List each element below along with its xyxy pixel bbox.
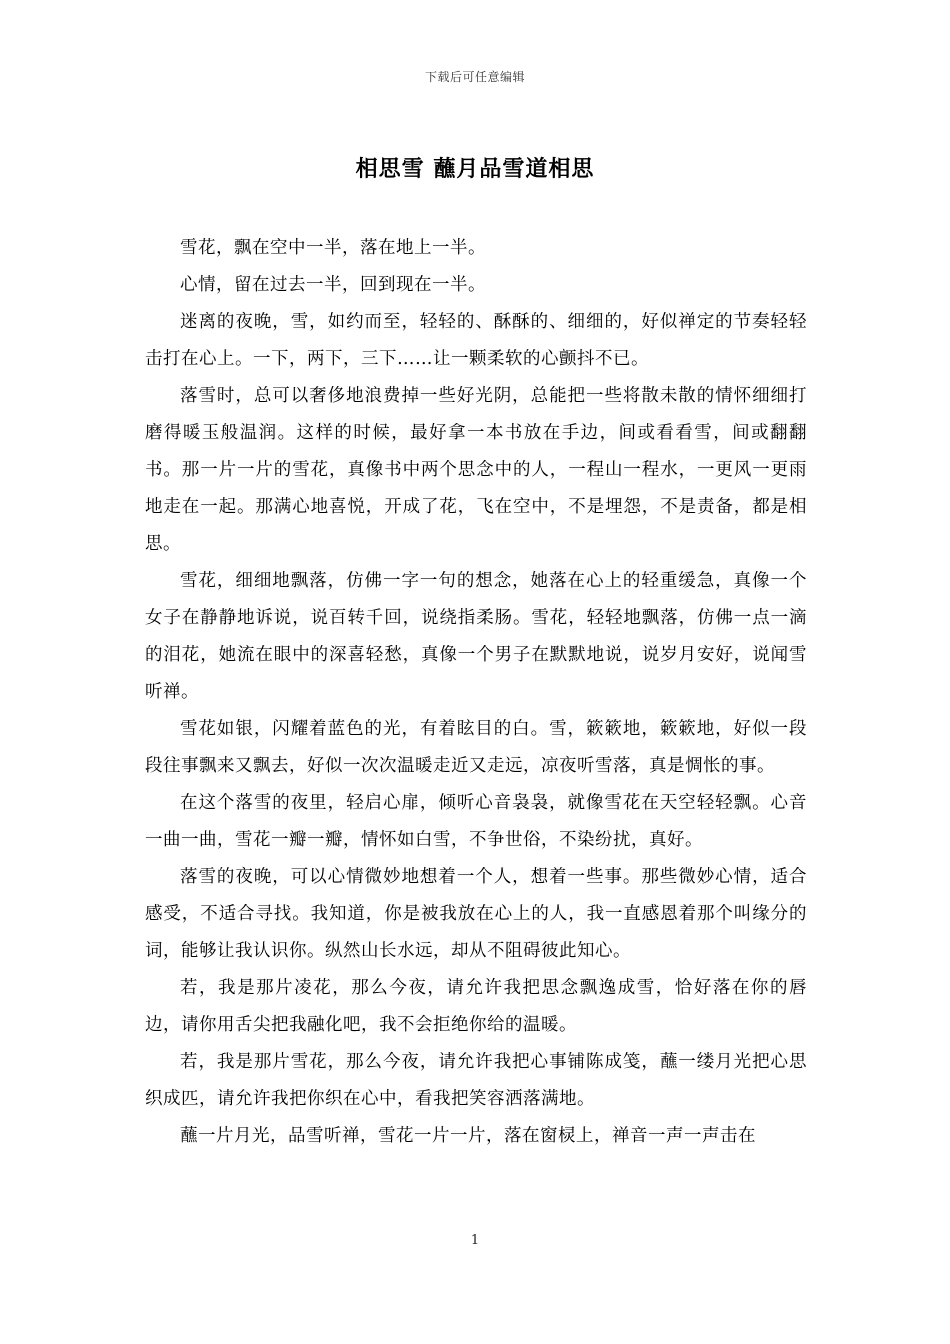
paragraph: 雪花，细细地飘落，仿佛一字一句的想念，她落在心上的轻重缓急，真像一个女子在静静地诉说，说百转千回，说绕指柔肠。雪花，轻轻地飘落，仿佛一点一滴的泪花，她流在眼中的深喜轻愁，真像一个男子在默默地说，说岁月安好，说闻雪听禅。 (145, 571, 807, 702)
paragraph: 雪花如银，闪耀着蓝色的光，有着眩目的白。雪，簌簌地，簌簌地，好似一段段往事飘来又飘去，好似一次次温暖走近又走远，凉夜听雪落，真是惆怅的事。 (145, 719, 807, 776)
paragraph: 心情，留在过去一半，回到现在一半。 (180, 275, 486, 295)
paragraph: 迷离的夜晚，雪，如约而至，轻轻的、酥酥的、细细的，好似禅定的节奏轻轻击打在心上。一下，两下，三下……让一颗柔软的心颤抖不已。 (145, 312, 807, 369)
paragraph: 若，我是那片凌花，那么今夜，请允许我把思念飘逸成雪，恰好落在你的唇边，请你用舌尖把我融化吧，我不会拒绝你给的温暖。 (145, 978, 807, 1035)
paragraph: 雪花，飘在空中一半，落在地上一半。 (180, 238, 486, 258)
article-body (145, 230, 807, 1155)
paragraph: 若，我是那片雪花，那么今夜，请允许我把心事铺陈成笺，蘸一缕月光把心思织成匹，请允许我把你织在心中，看我把笑容洒落满地。 (145, 1052, 807, 1109)
page-title: 相思雪 蘸月品雪道相思 (355, 156, 595, 182)
paragraph: 在这个落雪的夜里，轻启心扉，倾听心音袅袅，就像雪花在天空轻轻飘。心音一曲一曲，雪花一瓣一瓣，情怀如白雪，不争世俗，不染纷扰，真好。 (145, 793, 807, 850)
page-number: 1 (470, 1233, 480, 1248)
paragraph: 落雪时，总可以奢侈地浪费掉一些好光阴，总能把一些将散未散的情怀细细打磨得暖玉般温润。这样的时候，最好拿一本书放在手边，间或看看雪，间或翻翻书。那一片一片的雪花，真像书中两个思念中的人，一程山一程水，一更风一更雨地走在一起。那满心地喜悦，开成了花，飞在空中，不是埋怨，不是责备，都是相思。 (145, 386, 807, 554)
paragraph: 落雪的夜晚，可以心情微妙地想着一个人，想着一些事。那些微妙心情，适合感受，不适合寻找。我知道，你是被我放在心上的人，我一直感恩着那个叫缘分的词，能够让我认识你。纵然山长水远，却从不阻碍彼此知心。 (145, 867, 807, 961)
paragraph: 蘸一片月光，品雪听禅，雪花一片一片，落在窗棂上，禅音一声一声击在 (180, 1126, 756, 1146)
header-note: 下载后可任意编辑 (424, 70, 525, 84)
